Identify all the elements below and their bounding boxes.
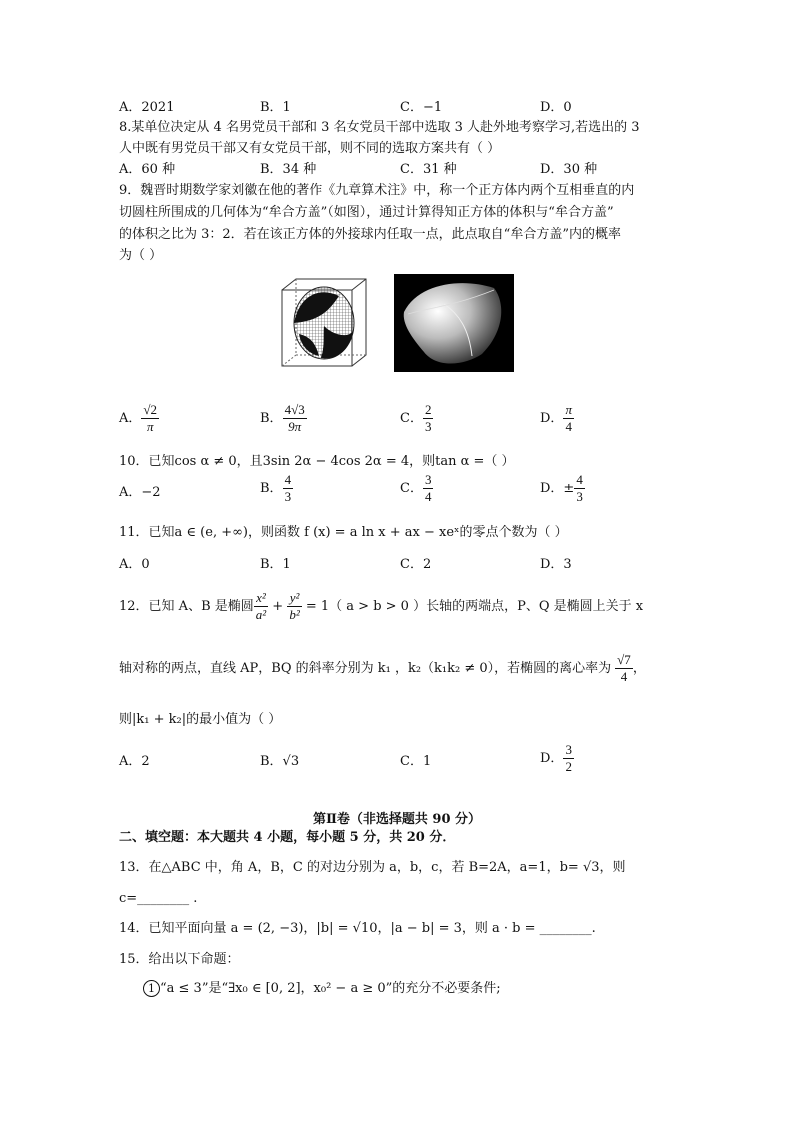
item-number-circle: 1: [143, 980, 160, 997]
q12-option-c: C．1: [400, 754, 432, 769]
q9-stem-line2: 切圆柱所围成的几何体为“牟合方盖”（如图），通过计算得知正方体的体积与“牟合方盖”: [119, 205, 614, 220]
q13-stem-line2: c=________ .: [119, 891, 198, 906]
q9-stem-line3: 的体积之比为 3：2．若在该正方体的外接球内任取一点，此点取自“牟合方盖”内的概率: [119, 227, 621, 242]
q11-stem: 11．已知a ∈ (e, +∞)，则函数 f (x) = a ln x + ax − xeˣ的零点个数为（ ）: [119, 525, 568, 540]
q15-item-1: 1 “a ≤ 3”是“∃x₀ ∈ [0, 2]，x₀² − a ≥ 0”的充分不必要条件;: [143, 980, 501, 998]
q12-option-a: A．2: [119, 754, 150, 769]
q7-option-c: C．−1: [400, 100, 443, 115]
q8-option-a: A．60 种: [119, 162, 176, 177]
q7-option-b: B．1: [260, 100, 291, 115]
q12-stem-line2: 轴对称的两点，直线 AP，BQ 的斜率分别为 k₁ ，k₂（k₁k₂ ≠ 0），若椭圆的离心率为 $\frac{√7}{4}$ ，: [119, 652, 646, 684]
section-2-title: 第Ⅱ卷（非选择题共 90 分）: [312, 812, 482, 827]
q8-option-d: D．30 种: [540, 162, 598, 177]
q7-option-a: A．2021: [119, 100, 175, 115]
section-2-heading: 二、填空题：本大题共 4 小题，每小题 5 分，共 20 分．: [119, 830, 456, 845]
q11-option-b: B．1: [260, 557, 291, 572]
q9-stem-line1: 9．魏晋时期数学家刘徽在他的著作《九章算术注》中，称一个正方体内两个互相垂直的内: [119, 183, 635, 198]
q8-option-c: C．31 种: [400, 162, 457, 177]
q12-stem-line3: 则|k₁ + k₂|的最小值为（ ）: [119, 712, 282, 727]
q12-option-d: D． $\frac{3}{2}$: [540, 742, 572, 774]
q10-option-c: C． $\frac{3}{4}$: [400, 472, 432, 504]
q8-option-b: B．34 种: [260, 162, 317, 177]
q9-option-d: D． $\frac{\pi}{4}$: [540, 402, 572, 434]
q9-option-a: A． $\frac{√2}{\pi}$: [119, 402, 158, 434]
q10-option-b: B． $\frac{4}{3}$: [260, 472, 292, 504]
q8-stem-line1: 8.某单位决定从 4 名男党员干部和 3 名女党员干部中选取 3 人赴外地考察学习,若选出的 3: [119, 120, 640, 135]
q9-option-c: C． $\frac{2}{3}$: [400, 402, 432, 434]
q15-stem: 15．给出以下命题：: [119, 952, 240, 967]
q10-stem: 10．已知cos α ≠ 0，且3sin 2α − 4cos 2α = 4，则tan α =（ ）: [119, 454, 515, 469]
q12-option-b: B．√3: [260, 754, 300, 769]
q13-stem-line1: 13．在△ABC 中，角 A，B，C 的对边分别为 a，b，c，若 B=2A，a=1，b= √3，则: [119, 860, 626, 875]
cube-cylinder-figure: [279, 276, 369, 370]
mouhe-fanggai-figure: [394, 274, 514, 372]
q9-option-b: B． $\frac{4√3}{9\pi}$: [260, 402, 305, 434]
q10-option-d: D．± $\frac{4}{3}$: [540, 472, 583, 504]
q12-stem-line1: 12．已知 A、B 是椭圆 $\frac{\text{x²}}{\text{a²}}$ + $\frac{\text{y²}}{\text{b²}}$ = 1（ a > b > 0 ）长轴的两端点，P、Q 是椭圆上关于 x: [119, 590, 644, 622]
q9-stem-line4: 为（ ）: [119, 248, 163, 263]
q11-option-c: C．2: [400, 557, 432, 572]
q10-option-a: A．−2: [119, 485, 161, 500]
q8-stem-line2: 人中既有男党员干部又有女党员干部，则不同的选取方案共有（ ）: [119, 141, 501, 156]
q11-option-a: A．0: [119, 557, 150, 572]
q7-option-d: D．0: [540, 100, 572, 115]
q11-option-d: D．3: [540, 557, 572, 572]
q14-stem: 14．已知平面向量 a = (2, −3)，|b| = √10，|a − b| = 3，则 a · b = ________.: [119, 921, 596, 936]
